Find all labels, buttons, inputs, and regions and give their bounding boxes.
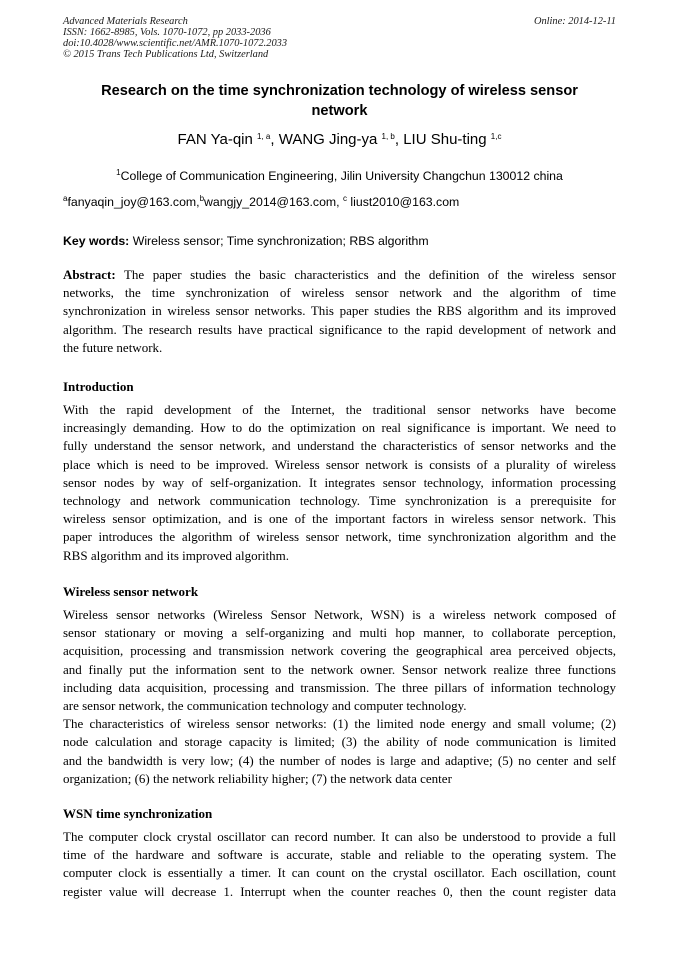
title-line: network (311, 102, 368, 119)
email-mark: a (63, 194, 68, 203)
body-line: technology and network communication technology. Time synchronization is a prerequisite for (63, 492, 616, 508)
email-address: fanyaqin_joy@163.com, (67, 195, 200, 209)
body-line: The characteristics of wireless sensor networks: (1) the limited node energy and small volume; (2) (63, 716, 616, 732)
abstract-label: Abstract: (63, 267, 116, 282)
issn-line: ISSN: 1662-8985, Vols. 1070-1072, pp 2033-2036 (63, 27, 271, 38)
time-sync-paragraph (63, 828, 616, 901)
paper-title (63, 82, 616, 121)
body-line: including data acquisition, processing and transmission. The three pillars of information technology (63, 679, 616, 695)
body-line: fully understand the sensor network, and understand the characteristics of sensor networks and the (63, 438, 616, 454)
body-line: The computer clock crystal oscillator can record number. It can also be understood to provide a full (63, 829, 616, 844)
email-address: liust2010@163.com (346, 195, 460, 209)
abstract-line (63, 266, 616, 284)
body-line: place which is need to be improved. Wireless sensor network is consists of a plurality of wireless (63, 456, 616, 472)
author-separator: , (394, 131, 404, 148)
author-name: WANG Jing-ya (278, 131, 378, 148)
introduction-paragraph (63, 401, 616, 565)
abstract-line: synchronization in wireless sensor networks. This paper studies the RBS algorithm and its improved (63, 303, 616, 319)
journal-name: Advanced Materials Research (63, 16, 188, 27)
body-line: sensor stationary or moving a self-organizing and multi hop manner, to collaborate perception, (63, 625, 616, 641)
copyright-line: © 2015 Trans Tech Publications Ltd, Switzerland (63, 49, 269, 60)
body-line: sensor nodes by way of self-organization. It integrates sensor technology, information processing (63, 474, 616, 490)
section-heading-wsn-time-synchronization: WSN time synchronization (63, 806, 213, 821)
body-line: Wireless sensor networks (Wireless Sensor Network, WSN) is a wireless network composed of (63, 607, 616, 622)
body-line: With the rapid development of the Internet, the traditional sensor networks have become (63, 402, 616, 417)
email-address: wangjy_2014@163.com, (204, 195, 343, 209)
body-line: computer clock is essentially a timer. It can count on the crystal oscillator. Each oscillation, count (63, 865, 616, 881)
body-line: paper introduces the algorithm of wireless sensor network, time synchronization algorithm and the (63, 529, 616, 545)
abstract (63, 266, 616, 357)
body-line: and finally put the information sent to the network owner. Sensor network realize three functions (63, 661, 616, 677)
keywords-label: Key words: (63, 234, 130, 248)
body-line: node calculation and storage capacity is limited; (3) the ability of node communication is limited (63, 734, 616, 750)
abstract-line: the future network. (63, 339, 163, 355)
email-mark: b (199, 194, 205, 203)
affiliation (63, 168, 616, 184)
body-line: register value will decrease 1. Interrupt when the counter reaches 0, then the count register data (63, 883, 616, 899)
affiliation-mark: 1 (116, 168, 121, 177)
doi-line: doi:10.4028/www.scientific.net/AMR.1070-1072.2033 (63, 38, 288, 49)
body-line: acquisition, processing and transmission network covering the geographical area perceived objects, (63, 643, 616, 659)
body-line: wireless sensor optimization, and is one of the important factors in wireless sensor network. This (63, 511, 616, 527)
wsn-paragraph (63, 606, 616, 788)
author-affil-mark: 1,c (490, 132, 502, 141)
author-list (63, 130, 616, 150)
body-line: are sensor network, the communication technology and computer technology. (63, 697, 467, 713)
email-mark: c (342, 194, 347, 203)
author-name: FAN Ya-qin (177, 131, 253, 148)
author-name: LIU Shu-ting (403, 131, 487, 148)
body-line: increasingly demanding. How to do the optimization on real significance is important. We need to (63, 420, 616, 436)
affiliation-text: College of Communication Engineering, Jilin University Changchun 130012 china (120, 169, 563, 183)
abstract-line-text: The paper studies the basic characteristics and the definition of the wireless sensor (115, 267, 616, 282)
body-line: and the bandwidth is very low; (4) the number of nodes is large and adaptive; (5) no center and self (63, 752, 616, 768)
abstract-line: networks, the time synchronization of wireless sensor network and the algorithm of time (63, 285, 616, 301)
online-date: Online: 2014-12-11 (533, 16, 616, 27)
body-line: time of the hardware and software is accurate, stable and reliable to the operating system. The (63, 847, 616, 863)
keywords-text: Wireless sensor; Time synchronization; RBS algorithm (129, 234, 429, 248)
section-heading-introduction: Introduction (63, 379, 134, 394)
author-emails (63, 194, 616, 210)
body-line: organization; (6) the network reliability higher; (7) the network data center (63, 770, 452, 786)
journal-header (63, 16, 616, 60)
keywords (63, 233, 616, 249)
title-line: Research on the time synchronization technology of wireless sensor (101, 83, 578, 99)
body-line: RBS algorithm and its improved algorithm. (63, 547, 290, 563)
author-separator: , (270, 131, 279, 148)
section-heading-wireless-sensor-network: Wireless sensor network (63, 584, 199, 599)
author-affil-mark: 1, b (381, 132, 395, 141)
abstract-line: algorithm. The research results have practical significance to the rapid development of network and (63, 321, 616, 337)
author-affil-mark: 1, a (257, 132, 271, 141)
